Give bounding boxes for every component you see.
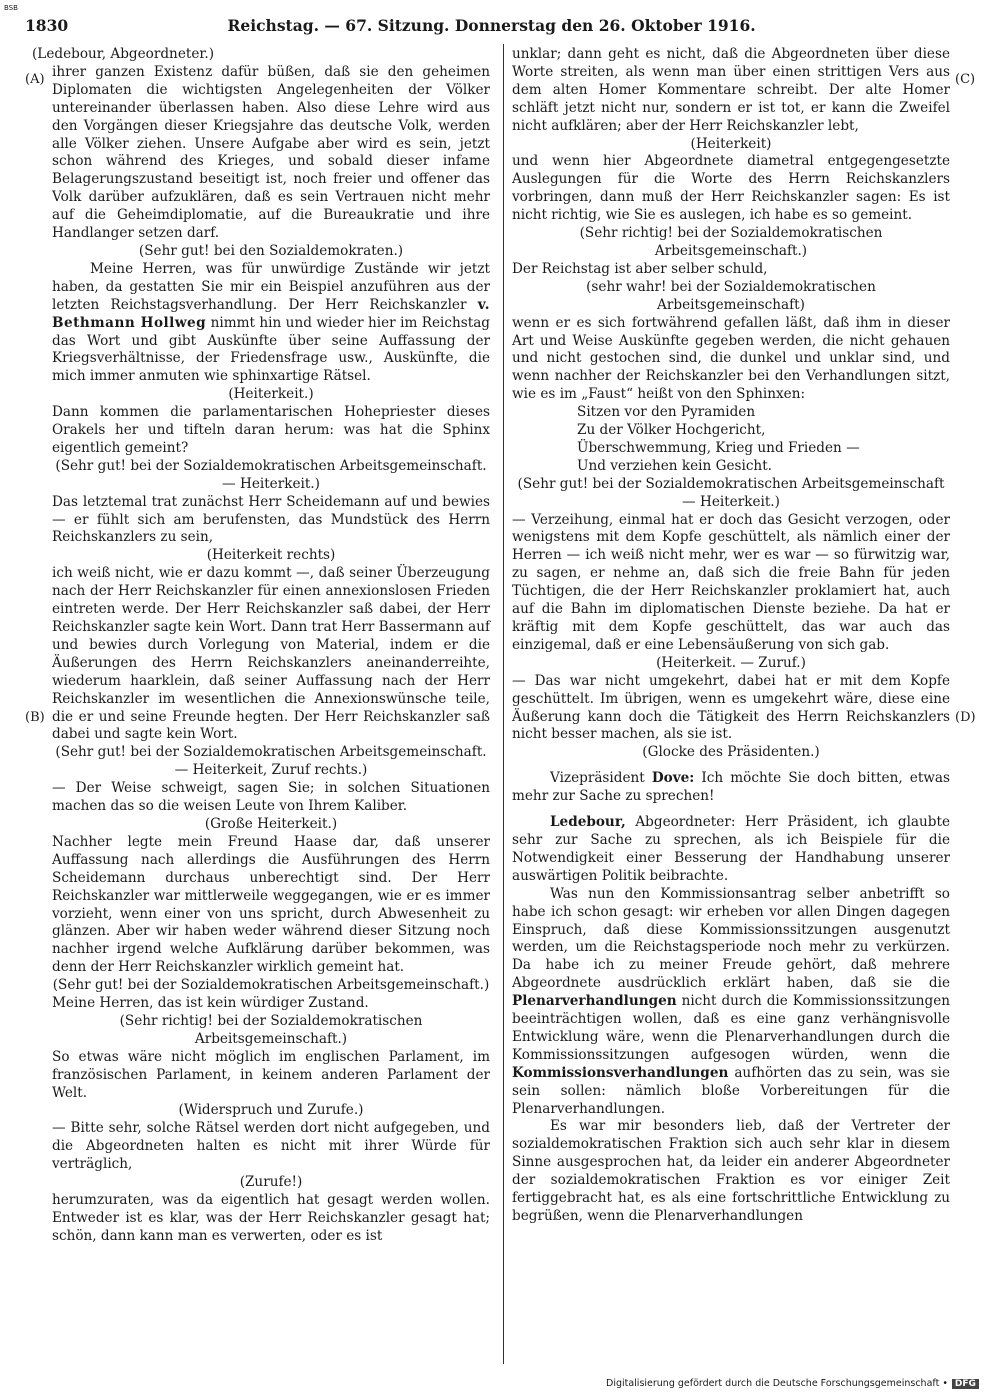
- reaction: (Sehr richtig! bei der Sozialdemokratischen Arbeitsgemeinschaft.): [579, 225, 883, 259]
- paragraph-text: Was nun den Kommissionsantrag selber anbetrifft so habe ich schon gesagt: wir erheben vor allen Dingen dagegen Einspruch, daß diese Kommissionssitzungen ausgenutzt werden, um die Reichstagsperiode noch mehr zu verkürzen. Da habe ich zu meiner Freude gehört, daß mehrere Abgeordnete ausdrücklich erklärt haben, daß sie die: [512, 885, 950, 992]
- paragraph: und wenn hier Abgeordnete diametral entgegengesetzte Auslegungen für die Worte des Herrn Reichskanzlers vorbringen, dann muß der Herr Reichskanzler sagen: Es ist nicht richtig, wie Sie es auslegen, ich habe es so gemeint.: [512, 153, 950, 224]
- poem-line: Überschwemmung, Krieg und Frieden —: [577, 439, 860, 456]
- column-divider: [503, 44, 504, 1364]
- poem-line: Zu der Völker Hochgericht,: [577, 422, 766, 439]
- reaction: (Zurufe!): [239, 1174, 303, 1191]
- reaction: (Heiterkeit.): [228, 386, 314, 403]
- reaction: (Heiterkeit. — Zuruf.): [656, 654, 806, 671]
- paragraph-text: nimmt hin und wieder hier im Reichstag das Wort und gibt Auskünfte über seine Auffassung der Kriegsverhältnisse, der Friedensfrage usw., Auskünfte, die mich immer anmuten wie sphinxartige Rätsel.: [52, 314, 491, 385]
- paragraph: ich weiß nicht, wie er dazu kommt —, daß seiner Überzeugung nach der Herr Reichskanzler für einen annexionslosen Frieden eintreten werde. Der Herr Reichskanzler saß dabei, der Herr Reichskanzler sagte kein Wort. Dann trat Herr Bassermann auf und bewies durch Vorlegung von Material, indem er die Äußerungen des Herrn Reichskanzlers aneinanderreihte, wiederum haarklein, daß seiner Auffassung nach der Herr Reichskanzler im wesentlichen die Annexionswünsche teile, die er und seine Freunde hegten. Der Herr Reichskanzler saß dabei und sagte kein Wort.: [52, 565, 490, 743]
- reaction: (Widerspruch und Zurufe.): [178, 1102, 364, 1119]
- paragraph: So etwas wäre nicht möglich im englischen Parlament, im französischen Parlament, in keinem anderen Parlament der Welt.: [52, 1048, 490, 1101]
- paragraph: unklar; dann geht es nicht, daß die Abgeordneten über diese Worte streiten, als wenn man über einen strittigen Vers aus dem alten Homer Kommentare schreibt. Der alte Homer schläft jetzt nicht nur, sondern er ist tot, er kann die Zweifel nicht aufklären; aber der Herr Reichskanzler lebt,: [512, 46, 950, 134]
- speaker-name: Ledebour,: [550, 814, 626, 831]
- name-highlight: v. Bethmann Hollweg: [52, 296, 490, 331]
- paragraph: — Verzeihung, einmal hat er doch das Gesicht verzogen, oder wenigstens mit dem Kopfe geschüttelt, als nämlich einer der Herren — ich weiß nicht mehr, wer es war — so fürwitzig war, zu sagen, er nehme an, daß sich die freie Bahn für jeden Tüchtigen, die der Herr Reichskanzler proklamiert hat, auch auf die Bahn im diplomatischen Dienste beziehe. Da hat er kräftig mit dem Kopfe geschüttelt, das war auch das einzigemal, daß er eine Lebensäußerung von sich gab.: [512, 511, 950, 653]
- paragraph: Das letztemal trat zunächst Herr Scheidemann auf und bewies — er fühlt sich am berufensten, das Mundstück des Herrn Reichskanzlers zu sein,: [52, 493, 490, 546]
- reaction: (Sehr gut! bei der Sozialdemokratischen Arbeitsgemeinschaft — Heiterkeit.): [517, 475, 945, 510]
- margin-mark-b: (B): [25, 710, 45, 725]
- page-number: 1830: [25, 16, 69, 35]
- reaction: (Sehr gut! bei der Sozialdemokratischen Arbeitsgemeinschaft. — Heiterkeit, Zuruf rechts.): [55, 744, 487, 779]
- speaker-line: (Ledebour, Abgeordneter.): [32, 46, 214, 62]
- reaction: (sehr wahr! bei der Sozialdemokratischen Arbeitsgemeinschaft): [586, 278, 876, 313]
- margin-mark-c: (C): [955, 72, 976, 87]
- reaction: (Sehr richtig! bei der Sozialdemokratischen Arbeitsgemeinschaft.): [119, 1012, 423, 1047]
- funding-footer: [606, 1378, 979, 1389]
- ledebour-statement: [512, 814, 950, 886]
- paragraph: — Bitte sehr, solche Rätsel werden dort nicht aufgegeben, und die Abgeordneten halten es nicht mit ihrer Würde für verträglich,: [52, 1120, 490, 1173]
- speaker-role: Vizepräsident: [550, 770, 652, 787]
- paragraph: Meine Herren, das ist kein würdiger Zustand.: [52, 995, 369, 1012]
- paragraph: Es war mir besonders lieb, daß der Vertreter der sozialdemokratischen Fraktion sich auch sehr klar in diesem Sinne ausgesprochen hat, da leider ein anderer Abgeordneter der sozialdemokratischen Fraktion es vor einiger Zeit fertiggebracht hat, es als eine fortschrittliche Entwicklung zu begrüßen, wenn die Plenarverhandlungen: [512, 1118, 950, 1224]
- statement-text: Ich möchte Sie doch bitten, etwas mehr zur Sache zu sprechen!: [512, 770, 950, 805]
- reaction: (Große Heiterkeit.): [204, 815, 338, 832]
- paragraph: ihrer ganzen Existenz dafür büßen, daß sie den geheimen Diplomaten die wichtigsten Angelegenheiten der Völker untereinander überlassen haben. Also diese Lehre wird aus den Vorgängen dieser Kriegsjahre das deutsche Volk, werden alle Völker ziehen. Unsere Aufgabe aber wird es sein, jetzt schon während des Krieges, und sobald dieser infame Belagerungszustand beseitigt ist, noch freier und offener das Volk darüber aufzuklären, daß es sein Vertrauen nicht mehr auf die Geheimdiplomatie, auf die Bureaukratie und ihre Handlanger setzen darf.: [52, 63, 490, 242]
- paragraph-text: Meine Herren, was für unwürdige Zustände wir jetzt haben, da gestatten Sie mir ein Beispiel anzuführen aus der letzten Reichstagsverhandlung. Der Herr Reichskanzler: [52, 260, 490, 313]
- poem-line: Und verziehen kein Gesicht.: [577, 457, 772, 474]
- margin-mark-a: (A): [25, 72, 45, 87]
- paragraph: wenn er es sich fortwährend gefallen läßt, daß ihm in dieser Art und Weise Auskünfte gegeben werden, die nicht gehauen und nicht gestochen sind, die dunkel und unklar sind, und wenn nachher der Reichskanzler bei den Verhandlungen sitzt, wie es im „Faust“ heißt von den Sphinxen:: [512, 314, 950, 403]
- speaker-name: Dove:: [651, 770, 695, 787]
- right-column: [512, 46, 950, 1226]
- paragraph: [512, 886, 950, 1119]
- reaction: (Heiterkeit rechts): [206, 547, 336, 564]
- reaction: (Sehr gut! bei den Sozialdemokraten.): [138, 242, 404, 259]
- vice-president-statement: [512, 770, 950, 806]
- reaction: (Sehr gut! bei der Sozialdemokratischen Arbeitsgemeinschaft. — Heiterkeit.): [55, 457, 487, 492]
- paragraph: herumzuraten, was da eigentlich hat gesagt werden wollen. Entweder ist es klar, was der Herr Reichskanzler gesagt hat; schön, dann kann man es verwerten, oder es ist: [52, 1192, 490, 1244]
- paragraph: Der Reichstag ist aber selber schuld,: [512, 260, 768, 277]
- bold-term: Plenarverhandlungen: [512, 993, 677, 1010]
- paragraph: — Das war nicht umgekehrt, dabei hat er mit dem Kopfe geschüttelt. Im übrigen, wenn es umgekehrt wäre, diese eine Äußerung kann doch die Tätigkeit des Herrn Reichskanzlers nicht besser machen, als sie ist.: [512, 672, 950, 743]
- bold-term: Kommissionsverhandlungen: [512, 1064, 729, 1081]
- paragraph-text: aufhörten das zu sein, was sie sein sollen: nämlich bloße Vorbereitungen für die Plenarverhandlungen.: [512, 1064, 950, 1117]
- margin-mark-d: (D): [955, 710, 976, 725]
- paragraph: — Der Weise schweigt, sagen Sie; in solchen Situationen machen das so die weisen Leute von Ihrem Kaliber.: [52, 780, 490, 815]
- paragraph: [52, 261, 490, 386]
- library-stamp: BSB: [4, 4, 18, 12]
- footer-text: Digitalisierung gefördert durch die Deutsche Forschungsgemeinschaft •: [606, 1378, 948, 1389]
- reaction: (Glocke des Präsidenten.): [642, 744, 820, 761]
- paragraph: Nachher legte mein Freund Haase dar, daß unserer Auffassung nach allerdings die Ausführungen des Herrn Scheidemann durchaus unberechtigt sind. Der Herr Reichskanzler war mittlerweile weggegangen, wie er es immer vorzieht, wenn einer von uns spricht, durch Abwesenheit zu glänzen. Aber wir haben weder während dieser Sitzung noch nachher irgend welche Aufklärung darüber bekommen, was denn der Herr Reichskanzler wirklich gemeint hat.: [52, 833, 490, 976]
- dfg-logo: DFG: [952, 1379, 979, 1389]
- statement-text: Abgeordneter: Herr Präsident, ich glaubte sehr zur Sache zu sprechen, als ich Beispiele für die Notwendigkeit einer Besserung der Handhabung unserer auswärtigen Politik beibrachte.: [512, 814, 950, 884]
- paragraph-text: nicht durch die Kommissionssitzungen beeinträchtigen wollen, daß es eine ganz verhängnisvolle Entwicklung wäre, wenn die Plenarverhandlungen durch die Kommissionssitzungen aufgesogen würden, wenn die: [512, 993, 950, 1063]
- reaction: (Sehr gut! bei der Sozialdemokratischen Arbeitsgemeinschaft.): [52, 977, 490, 994]
- left-column: [32, 46, 491, 1246]
- page-header: [25, 16, 955, 40]
- paragraph: Dann kommen die parlamentarischen Hohepriester dieses Orakels her und tifteln daran herum: was hat die Sphinx eigentlich gemeint?: [52, 404, 490, 456]
- page-title: Reichstag. — 67. Sitzung. Donnerstag den 26. Oktober 1916.: [227, 16, 756, 35]
- reaction: (Heiterkeit): [690, 135, 772, 152]
- poem-line: Sitzen vor den Pyramiden: [577, 404, 756, 421]
